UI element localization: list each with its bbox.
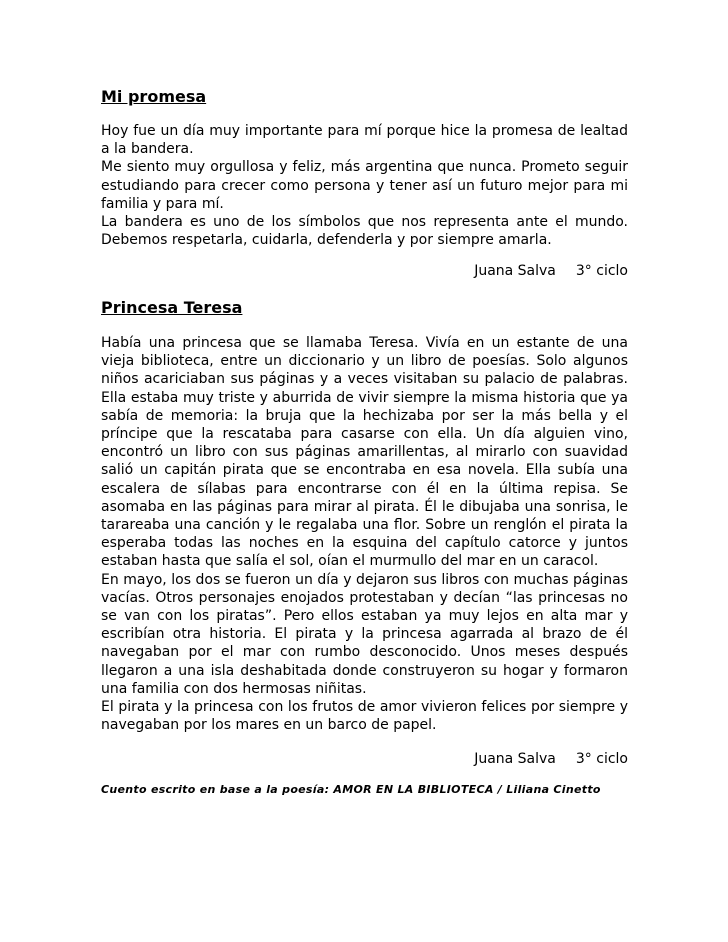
poem-signature — [101, 262, 628, 280]
poem-paragraph: Me siento muy orgullosa y feliz, más argentina que nunca. Prometo seguir estudiando para crecer como persona y tener así un futuro mejor para mi familia y para mí. — [101, 159, 628, 212]
story-grade: 3° ciclo — [575, 751, 628, 767]
poem-paragraph: La bandera es uno de los símbolos que nos representa ante el mundo. Debemos respetarla, cuidarla, defenderla y por siempre amarla. — [101, 214, 628, 249]
story-section — [101, 298, 628, 318]
story-author: Juana Salva — [474, 751, 556, 767]
story-signature — [101, 750, 628, 768]
poem-grade: 3° ciclo — [575, 263, 628, 279]
poem-author: Juana Salva — [474, 263, 556, 279]
story-title: Princesa Teresa — [101, 298, 243, 317]
poem-title: Mi promesa — [101, 87, 207, 106]
poem-section — [101, 87, 628, 107]
poem-body — [101, 122, 628, 249]
story-credit: Cuento escrito en base a la poesía: AMOR EN LA BIBLIOTECA / Liliana Cinetto — [101, 783, 601, 796]
story-paragraph: Había una princesa que se llamaba Teresa. Vivía en un estante de una vieja biblioteca, entre un diccionario y un libro de poesías. Solo algunos niños acariciaban sus páginas y a veces visitaban su palacio de palabras. Ella estaba muy triste y aburrida de vivir siempre la misma historia que ya sabía de memoria: la bruja que la hechizaba por ser la más bella y el príncipe que la rescataba para casarse con ella. Un día alguien vino, encontró un libro con sus páginas amarillentas, al mirarlo con suavidad salió un capitán pirata que se encontraba en esa novela. Ella subía una escalera de sílabas para encontrarse con él en la última repisa. Se asomaba en las páginas para mirar al pirata. Él le dibujaba una sonrisa, le tarareaba una canción y le regalaba una flor. Sobre un renglón el pirata la esperaba todas las noches en la esquina del capítulo catorce y juntos estaban hasta que salía el sol, oían el murmullo del mar en un caracol. — [101, 335, 628, 570]
story-paragraph: En mayo, los dos se fueron un día y dejaron sus libros con muchas páginas vacías. Otros personajes enojados protestaban y decían “las princesas no se van con los piratas”. Pero ellos estaban ya muy lejos en alta mar y escribían otra historia. El pirata y la princesa agarrada al brazo de él navegaban por el mar con rumbo desconocido. Unos meses después llegaron a una isla deshabitada donde construyeron su hogar y formaron una familia con dos hermosas niñitas. — [101, 571, 628, 697]
story-body — [101, 334, 628, 734]
story-paragraph: El pirata y la princesa con los frutos de amor vivieron felices por siempre y navegaban por los mares en un barco de papel. — [101, 699, 628, 734]
credit-section — [101, 783, 661, 797]
poem-paragraph: Hoy fue un día muy importante para mí porque hice la promesa de lealtad a la bandera. — [101, 123, 628, 158]
